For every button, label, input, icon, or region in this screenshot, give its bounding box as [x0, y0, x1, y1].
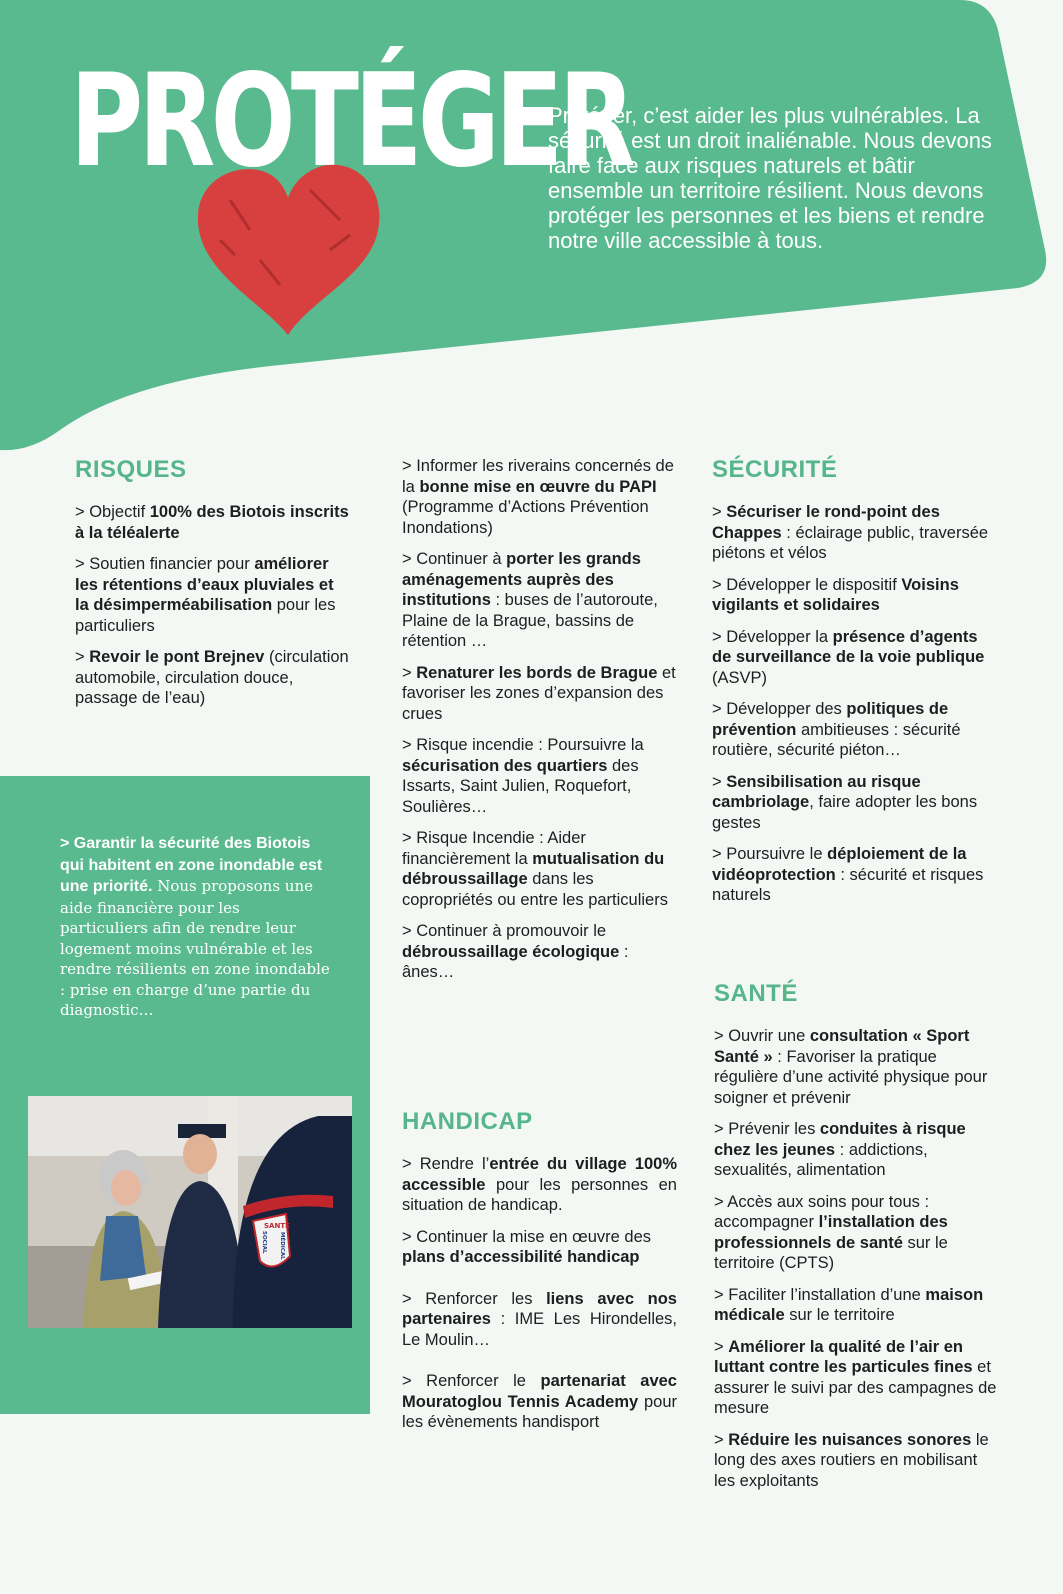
- list-item: > Développer le dispositif Voisins vigilants et solidaires: [712, 575, 959, 614]
- badge-top-text: SANTÉ: [264, 1222, 290, 1230]
- list-item: > Renaturer les bords de Brague et favoriser les zones d’expansion des crues: [402, 663, 676, 723]
- list-item: > Améliorer la qualité de l’air en luttant contre les particules fines et assurer le suivi par des campagnes de mesure: [714, 1337, 997, 1417]
- firefighter-photo: [28, 1096, 352, 1328]
- risques-heading: RISQUES: [75, 456, 187, 483]
- list-item: > Continuer la mise en œuvre des plans d’accessibilité handicap: [402, 1227, 651, 1266]
- risques-section: [75, 456, 350, 720]
- list-item: > Poursuivre le déploiement de la vidéoprotection : sécurité et risques naturels: [712, 845, 984, 904]
- list-item: > Rendre l’entrée du village 100% accessible pour les personnes en situation de handicap.: [402, 1155, 677, 1214]
- list-item: > Sensibilisation au risque cambriolage, faire adopter les bons gestes: [712, 772, 978, 832]
- list-item: > Prévenir les conduites à risque chez les jeunes : addictions, sexualités, alimentation: [714, 1120, 966, 1179]
- securite-section: [712, 456, 992, 917]
- list-item: > Ouvrir une consultation « Sport Santé » : Favoriser la pratique régulière d’une activité physique pour soigner et prévenir: [714, 1027, 988, 1107]
- list-item: > Revoir le pont Brejnev (circulation automobile, circulation douce, passage de l’eau): [75, 648, 349, 707]
- intro-text: Protéger, c’est aider les plus vulnérables. La sécurité est un droit inaliénable. Nous devons faire face aux risques naturels et bâtir ensemble un territoire résilient. Nous devons protéger les personnes et les biens et rendre notre ville accessible à tous.: [548, 103, 992, 253]
- heart-icon: [190, 160, 385, 340]
- list-item: > Soutien financier pour améliorer les rétentions d’eaux pluviales et la désimperméabilisation pour les particuliers: [75, 555, 336, 635]
- list-item: > Renforcer le partenariat avec Mouratoglou Tennis Academy pour les évènements handisport: [402, 1372, 677, 1431]
- sante-section: [714, 980, 999, 1502]
- list-item: > Risque incendie : Poursuivre la sécurisation des quartiers des Issarts, Saint Julien, Roquefort, Soulières…: [402, 736, 644, 816]
- handicap-section: [402, 1108, 677, 1444]
- list-item: > Accès aux soins pour tous : accompagner l’installation des professionnels de santé sur le territoire (CPTS): [714, 1192, 948, 1272]
- sante-heading: SANTÉ: [714, 980, 798, 1007]
- list-item: > Développer la présence d’agents de surveillance de la voie publique (ASVP): [712, 627, 985, 687]
- page-title: PROTÉGER: [70, 47, 631, 196]
- list-item: > Sécuriser le rond-point des Chappes : éclairage public, traversée piétons et vélos: [712, 503, 989, 562]
- list-item: > Risque Incendie : Aider financièrement la mutualisation du débroussaillage dans les copropriétés ou entre les particuliers: [402, 829, 668, 909]
- list-item: > Faciliter l’installation d’une maison médicale sur le territoire: [714, 1285, 984, 1324]
- securite-heading: SÉCURITÉ: [712, 456, 838, 483]
- list-item: > Objectif 100% des Biotois inscrits à la téléalerte: [75, 503, 349, 542]
- callout-text: > Garantir la sécurité des Biotois qui habitent en zone inondable est une priorité. Nous proposons une aide financière pour les particuliers afin de rendre leur logement moins vulnérable et les rendre résilients en zone inondable : prise en charge d’une partie du diagnostic…: [60, 835, 330, 1019]
- list-item: > Informer les riverains concernés de la bonne mise en œuvre du PAPI (Programme d’Actions Prévention Inondations): [402, 457, 674, 537]
- list-item: > Continuer à porter les grands aménagements auprès des institutions : buses de l’autoroute, Plaine de la Brague, bassins de rétention …: [402, 550, 658, 650]
- list-item: > Développer des politiques de prévention ambitieuses : sécurité routière, sécurité piéton…: [712, 700, 961, 759]
- list-item: > Réduire les nuisances sonores le long des axes routiers en mobilisant les exploitants: [714, 1430, 989, 1490]
- badge-side-text: MÉDICAL: [279, 1232, 285, 1260]
- risques-suite-section: [402, 456, 677, 994]
- list-item: > Renforcer les liens avec nos partenaires : IME Les Hirondelles, Le Moulin…: [402, 1289, 677, 1349]
- badge-left-text: SOCIAL: [261, 1231, 267, 1254]
- list-item: > Continuer à promouvoir le débroussaillage écologique : ânes…: [402, 922, 629, 981]
- handicap-heading: HANDICAP: [402, 1108, 533, 1135]
